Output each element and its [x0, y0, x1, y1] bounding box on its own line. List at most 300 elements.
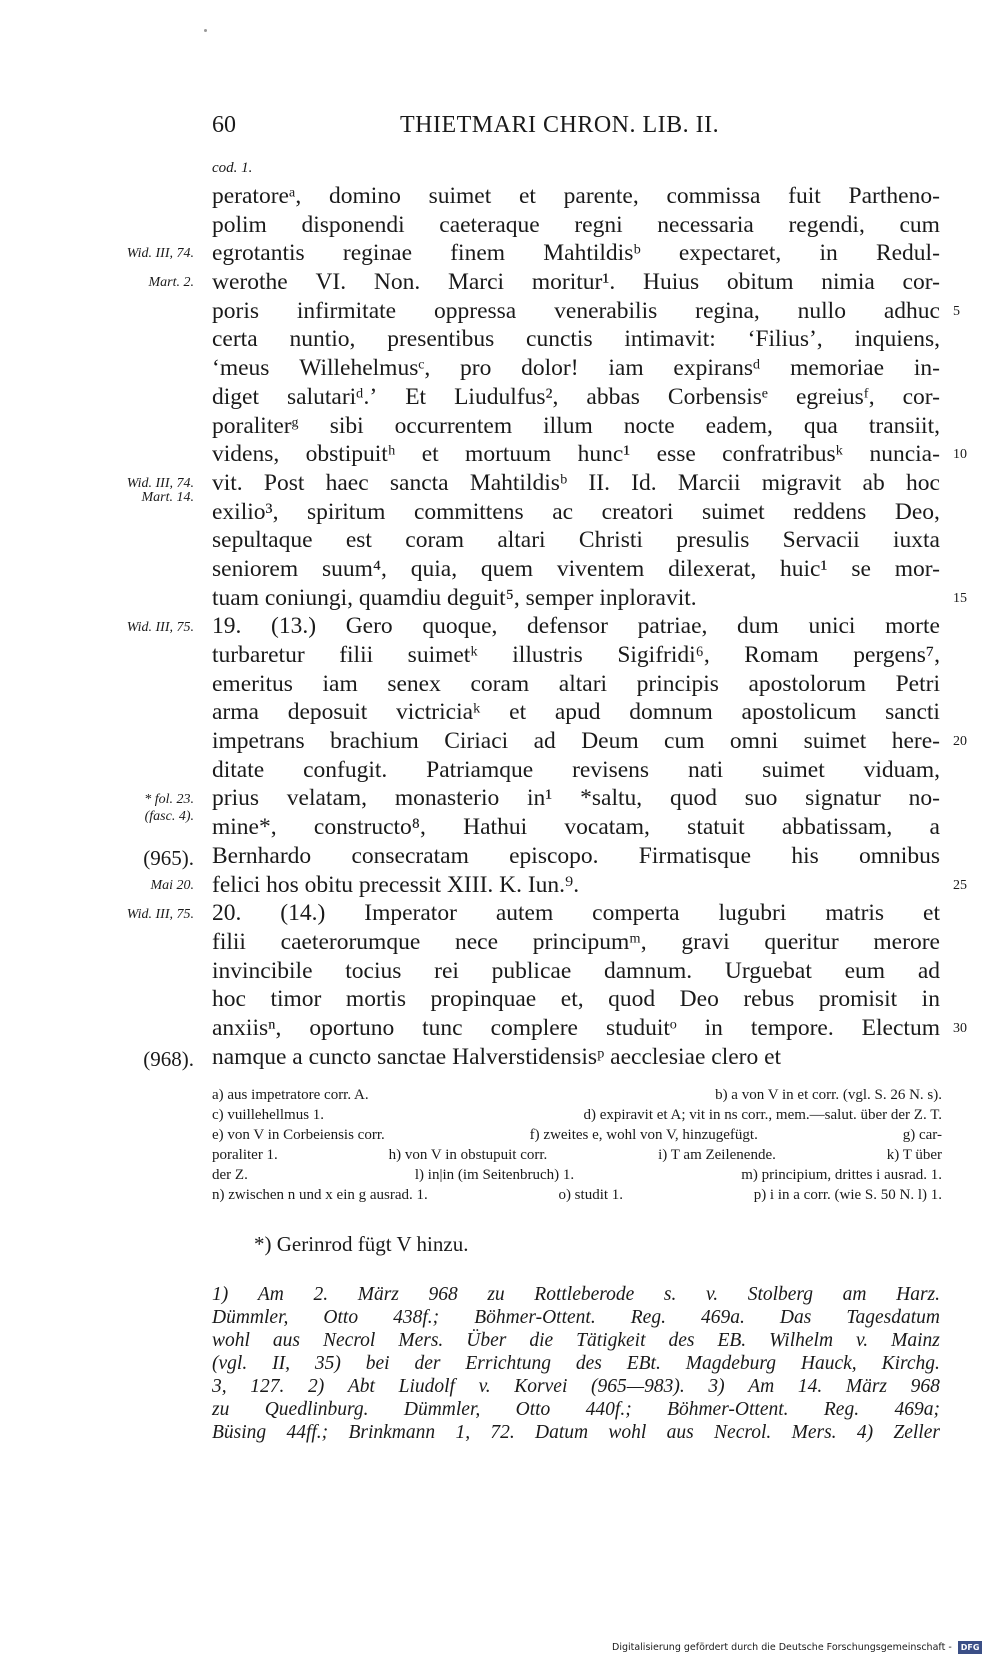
apparatus-note: c) vuillehellmus 1. — [212, 1107, 325, 1123]
word: zu — [487, 1284, 505, 1305]
word: Deo, — [894, 498, 940, 525]
text-line — [212, 211, 940, 240]
word: defensor — [527, 613, 608, 640]
word: here- — [891, 728, 940, 755]
word: transiit, — [868, 412, 940, 439]
word: mor- — [894, 555, 940, 582]
word: Stolberg — [747, 1284, 814, 1305]
word: omnibus — [859, 842, 940, 869]
word: Dümmler, — [403, 1399, 481, 1420]
word: regendi, — [788, 211, 865, 238]
word: certa — [212, 326, 258, 353]
word: des — [668, 1330, 695, 1351]
word: anxiisⁿ, — [212, 1014, 282, 1041]
word: Harz. — [896, 1284, 940, 1305]
text-line — [212, 957, 940, 986]
word: Marcii — [677, 469, 741, 496]
text-line — [212, 182, 940, 211]
word: vocatam, — [564, 814, 650, 841]
word: Liudulfus², — [454, 383, 559, 410]
word: comperta — [592, 900, 680, 927]
margin-year: (968). — [143, 1047, 194, 1071]
word: disponendi — [301, 211, 405, 238]
word: Büsing — [212, 1422, 267, 1443]
word: patriae, — [637, 613, 708, 640]
codex-label: cod. 1. — [212, 160, 253, 176]
word: filii — [212, 928, 246, 955]
word: cunctis — [526, 326, 593, 353]
apparatus-note: o) studit 1. — [558, 1187, 624, 1203]
word: hoc — [212, 986, 246, 1013]
word: 2) — [308, 1376, 325, 1397]
word: morte — [885, 613, 940, 640]
word: Otto — [515, 1399, 551, 1420]
word: wohl — [212, 1330, 250, 1351]
word: monasterio — [394, 785, 500, 812]
word: Willehelmusᶜ, — [299, 355, 431, 382]
word: altari — [497, 527, 546, 554]
word: Tätigkeit — [576, 1330, 646, 1351]
word: coram — [405, 527, 464, 554]
margin-reference: Mart. 14. — [141, 490, 194, 506]
word: senex — [387, 670, 441, 697]
word: Kirchg. — [881, 1353, 940, 1374]
word: egrotantis — [212, 240, 305, 267]
word: Marci — [447, 269, 505, 296]
apparatus-note: b) a von V in et corr. (vgl. S. 26 N. s). — [715, 1087, 942, 1103]
word: Mers. — [398, 1330, 444, 1351]
text-line — [212, 899, 940, 928]
text-line: felici hos obitu precessit XIII. K. Iun.⁹. — [212, 871, 580, 898]
word: caeteraque — [439, 211, 540, 238]
word: nocte — [623, 412, 675, 439]
word: Tagesdatum — [846, 1307, 940, 1328]
word: consecratam — [351, 842, 469, 869]
apparatus-note: k) T über — [886, 1147, 942, 1163]
word: 35) — [314, 1353, 341, 1374]
text-line — [212, 698, 940, 727]
word: abbatissam, — [781, 814, 893, 841]
word: cor- — [902, 269, 940, 296]
word: ditate — [212, 756, 265, 783]
apparatus-line — [212, 1145, 942, 1165]
word: memoriae — [790, 355, 885, 382]
word: commissa — [666, 183, 761, 209]
word: Sigifridi⁶, — [617, 642, 710, 668]
word: unici — [808, 613, 856, 640]
word: et — [518, 183, 536, 209]
word: Urguebat — [724, 957, 812, 984]
margin-reference: * fol. 23. — [144, 791, 194, 807]
text-line — [212, 526, 940, 555]
word: 44ff.; — [286, 1422, 329, 1443]
word: studuitᵒ — [605, 1014, 677, 1041]
word: Liudolf — [398, 1376, 455, 1397]
word: Deo — [679, 986, 719, 1013]
word: impetrans — [212, 728, 305, 755]
apparatus-note: p) i in a corr. (wie S. 50 N. l) 1. — [753, 1187, 942, 1203]
word: Böhmer-Ottent. — [474, 1307, 596, 1328]
word: finem — [450, 240, 506, 267]
word: gravi — [681, 928, 730, 955]
word: v. — [478, 1376, 491, 1397]
apparatus-note: l) in|in (im Seitenbruch) 1. — [414, 1167, 575, 1183]
text-line — [212, 612, 940, 641]
word: obstipuitʰ — [305, 441, 396, 468]
text-line — [212, 498, 940, 527]
word: (14.) — [280, 900, 326, 927]
digitization-credit — [612, 1640, 982, 1655]
word: confugit. — [303, 756, 388, 783]
word: 3) — [708, 1376, 725, 1397]
word: reddens — [793, 498, 867, 525]
word: et — [421, 441, 439, 468]
word: Mahtildisᵇ — [469, 469, 568, 496]
word: 1, — [455, 1422, 471, 1443]
word: Partheno- — [848, 183, 940, 209]
word: filii — [339, 642, 374, 668]
word: viduam, — [863, 756, 940, 783]
word: aus — [666, 1422, 694, 1443]
word: arma — [212, 699, 259, 726]
word: pergens⁷, — [853, 642, 940, 668]
word: Böhmer-Ottent. — [667, 1399, 789, 1420]
word: et — [509, 699, 527, 726]
word: Romam — [744, 642, 819, 668]
text-line — [212, 268, 940, 297]
text-line — [212, 239, 940, 268]
word: spiritum — [307, 498, 386, 525]
word: illustris — [512, 642, 583, 668]
margin-reference: Mart. 2. — [148, 275, 194, 291]
word: suo — [744, 785, 778, 812]
word: suimet — [803, 728, 867, 755]
text-line — [212, 297, 940, 326]
text-line — [212, 440, 940, 469]
text-line — [212, 1014, 940, 1043]
word: adhuc — [883, 297, 940, 324]
line-number: 10 — [953, 447, 967, 463]
word: prius — [212, 785, 259, 812]
word: lugubri — [718, 900, 787, 927]
word: presulis — [676, 527, 750, 554]
word: *saltu, — [580, 785, 643, 812]
word: Dümmler, — [212, 1307, 289, 1328]
word: intimavit: — [624, 326, 716, 353]
word: oportuno — [309, 1014, 395, 1041]
apparatus-note: m) principium, drittes i ausrad. 1. — [741, 1167, 942, 1183]
word: EBt. — [626, 1353, 661, 1374]
word: Mers. — [791, 1422, 837, 1443]
text-line — [212, 842, 940, 871]
word: est — [345, 527, 372, 554]
word: mine*, — [212, 814, 277, 841]
footnote-line — [212, 1352, 940, 1375]
word: 72. — [490, 1422, 515, 1443]
word: mortuum — [465, 441, 552, 468]
word: quem — [480, 555, 534, 582]
word: publicae — [491, 957, 572, 984]
word: victriciaᵏ — [396, 699, 481, 726]
word: in — [819, 240, 838, 267]
word: Id. — [631, 469, 657, 496]
word: committens — [413, 498, 524, 525]
text-line: tuam coniungi, quamdiu deguit⁵, semper inploravit. — [212, 584, 697, 611]
star-note: *) Gerinrod fügt V hinzu. — [254, 1232, 469, 1256]
word: März — [845, 1376, 887, 1397]
word: VI. — [315, 269, 347, 296]
word: Christi — [578, 527, 643, 554]
word: damnum. — [604, 957, 693, 984]
word: Datum — [535, 1422, 589, 1443]
word: apostolorum — [748, 670, 866, 697]
word: tempore. — [750, 1014, 834, 1041]
word: emeritus — [212, 670, 293, 697]
word: rebus — [743, 986, 795, 1013]
word: principis — [636, 670, 719, 697]
word: sancti — [885, 699, 940, 726]
word: in¹ — [527, 785, 553, 812]
line-number: 25 — [953, 877, 967, 893]
text-line — [212, 383, 940, 412]
word: Magdeburg — [685, 1353, 777, 1374]
word: brachium — [330, 728, 419, 755]
word: complere — [490, 1014, 578, 1041]
word: Reg. — [630, 1307, 666, 1328]
word: dum — [737, 613, 779, 640]
word: quia, — [410, 555, 458, 582]
apparatus-line — [212, 1125, 942, 1145]
word: Redul- — [875, 240, 940, 267]
word: quod — [608, 986, 656, 1013]
word: mortis — [345, 986, 406, 1013]
footnote-line — [212, 1329, 940, 1352]
word: sancta — [389, 469, 449, 496]
word: iam — [322, 670, 358, 697]
word: Bernhardo — [212, 842, 312, 869]
word: polim — [212, 211, 267, 238]
word: invincibile — [212, 957, 313, 984]
word: Et — [405, 383, 427, 410]
word: abbas — [586, 383, 640, 410]
word: die — [529, 1330, 554, 1351]
text-line — [212, 985, 940, 1014]
word: suimetᵏ — [407, 642, 478, 668]
word: Huius — [643, 269, 700, 296]
word: se — [851, 555, 871, 582]
word: am — [842, 1284, 867, 1305]
word: tunc — [422, 1014, 463, 1041]
word: Das — [779, 1307, 812, 1328]
word: Über — [466, 1330, 507, 1351]
word: qua — [803, 412, 838, 439]
word: EB. — [717, 1330, 747, 1351]
word: Deum — [581, 728, 639, 755]
word: creatori — [601, 498, 674, 525]
margin-reference: Mai 20. — [150, 877, 194, 893]
apparatus-line — [212, 1165, 942, 1185]
apparatus-note: der Z. — [212, 1167, 248, 1183]
running-title: THIETMARI CHRON. LIB. II. — [400, 112, 720, 138]
word: revisens — [572, 756, 650, 783]
line-number: 5 — [953, 303, 960, 319]
word: Wilhelm — [769, 1330, 834, 1351]
apparatus-note: poraliter 1. — [212, 1147, 278, 1163]
word: Electum — [861, 1014, 940, 1041]
scan-speck — [204, 29, 207, 32]
word: no- — [908, 785, 940, 812]
word: cum — [899, 211, 940, 238]
apparatus-note: n) zwischen n und x ein g ausrad. 1. — [212, 1187, 428, 1203]
word: et, — [560, 986, 584, 1013]
word: dilexerat, — [668, 555, 757, 582]
word: v. — [856, 1330, 869, 1351]
text-line — [212, 813, 940, 842]
word: matris — [825, 900, 885, 927]
word: haec — [325, 469, 369, 496]
apparatus-note: a) aus impetratore corr. A. — [212, 1087, 369, 1103]
word: eadem, — [705, 412, 773, 439]
main-text — [212, 182, 940, 1071]
word: (vgl. — [212, 1353, 248, 1374]
word: aus — [272, 1330, 301, 1351]
line-number: 30 — [953, 1021, 967, 1037]
word: II, — [272, 1353, 290, 1374]
word: quoque, — [422, 613, 498, 640]
word: 469a. — [701, 1307, 745, 1328]
word: 19. — [212, 613, 242, 640]
apparatus-note: e) von V in Corbeiensis corr. — [212, 1127, 385, 1143]
word: 469a; — [894, 1399, 940, 1420]
word: timor — [270, 986, 322, 1013]
word: Petri — [895, 670, 940, 697]
word: peratoreᵃ, — [212, 183, 302, 209]
word: diget — [212, 383, 259, 410]
word: nimia — [821, 269, 875, 296]
text-line: namque a cuncto sanctae Halverstidensisᵖ aecclesiae clero et — [212, 1043, 782, 1070]
word: Am — [748, 1376, 775, 1397]
footnote-line — [212, 1283, 940, 1306]
word: in- — [913, 355, 940, 382]
word: II. — [588, 469, 610, 496]
word: Brinkmann — [348, 1422, 436, 1443]
word: Ciriaci — [444, 728, 509, 755]
word: nece — [454, 928, 498, 955]
word: illum — [543, 412, 593, 439]
line-number: 20 — [953, 734, 967, 750]
word: a — [929, 814, 940, 841]
word: vit. — [212, 469, 243, 496]
word: apud — [554, 699, 601, 726]
word: inquiens, — [854, 326, 940, 353]
word: occurrentem — [394, 412, 513, 439]
word: bei — [365, 1353, 390, 1374]
word: necessaria — [657, 211, 754, 238]
word: 2. — [313, 1284, 329, 1305]
apparatus-note: d) expiravit et A; vit in ns corr., mem.—salut. über der Z. T. — [583, 1107, 942, 1123]
word: Corbensisᵉ — [667, 383, 768, 410]
word: Abt — [347, 1376, 375, 1397]
apparatus-note: f) zweites e, wohl von V, hinzugefügt. — [529, 1127, 758, 1143]
word: deposuit — [287, 699, 368, 726]
word: venerabilis — [554, 297, 658, 324]
word: Firmatisque — [638, 842, 752, 869]
word: episcopo. — [509, 842, 599, 869]
word: (965—983). — [591, 1376, 685, 1397]
word: principumᵐ, — [532, 928, 647, 955]
margin-reference: Wid. III, 74. — [126, 246, 194, 262]
word: hunc¹ — [577, 441, 631, 468]
apparatus-note: g) car- — [902, 1127, 942, 1143]
word: propinquae — [430, 986, 537, 1013]
word: quod — [669, 785, 717, 812]
word: oppressa — [434, 297, 517, 324]
word: eum — [844, 957, 886, 984]
word: pro — [460, 355, 492, 382]
word: Mahtildisᵇ — [543, 240, 641, 267]
word: 3, — [212, 1376, 227, 1397]
text-line — [212, 784, 940, 813]
word: wohl — [608, 1422, 647, 1443]
word: ad — [917, 957, 940, 984]
word: ad — [533, 728, 556, 755]
word: huic¹ — [780, 555, 828, 582]
apparatus-line — [212, 1185, 942, 1205]
apparatus-line — [212, 1105, 942, 1125]
footnotes — [212, 1283, 940, 1444]
word: des — [575, 1353, 602, 1374]
word: obitum — [726, 269, 794, 296]
page-header — [212, 112, 947, 146]
word: migravit — [761, 469, 842, 496]
word: v. — [705, 1284, 719, 1305]
apparatus-note: i) T am Zeilenende. — [658, 1147, 776, 1163]
word: confratribusᵏ — [722, 441, 844, 468]
word: poraliterᵍ — [212, 412, 299, 439]
word: fuit — [788, 183, 821, 209]
word: regina, — [695, 297, 760, 324]
margin-reference: Wid. III, 74. — [126, 476, 194, 491]
footnote-line — [212, 1398, 940, 1421]
word: Non. — [373, 269, 421, 296]
line-number: 15 — [953, 590, 967, 606]
word: signatur — [805, 785, 881, 812]
word: Korvei — [514, 1376, 568, 1397]
word: egreiusᶠ, — [795, 383, 875, 410]
word: Servacii — [782, 527, 860, 554]
word: statuit — [687, 814, 745, 841]
margin-reference: Wid. III, 75. — [126, 619, 194, 635]
word: 127. — [250, 1376, 285, 1397]
word: apostolicum — [741, 699, 857, 726]
word: 1) — [212, 1284, 229, 1305]
word: sepultaque — [212, 527, 313, 554]
word: et — [923, 900, 940, 927]
word: coram — [470, 670, 530, 697]
text-line — [212, 727, 940, 756]
word: suum⁴, — [321, 555, 387, 582]
word: parente, — [563, 183, 639, 209]
word: 440f.; — [585, 1399, 632, 1420]
text-line — [212, 555, 940, 584]
word: cum — [664, 728, 705, 755]
apparatus-line — [212, 1085, 942, 1105]
word: Necrol — [323, 1330, 376, 1351]
word: 14. — [797, 1376, 823, 1397]
credit-text: Digitalisierung gefördert durch die Deutsche Forschungsgemeinschaft - — [612, 1642, 952, 1653]
word: werothe — [212, 269, 288, 296]
margin-reference: Wid. III, 75. — [126, 906, 194, 922]
